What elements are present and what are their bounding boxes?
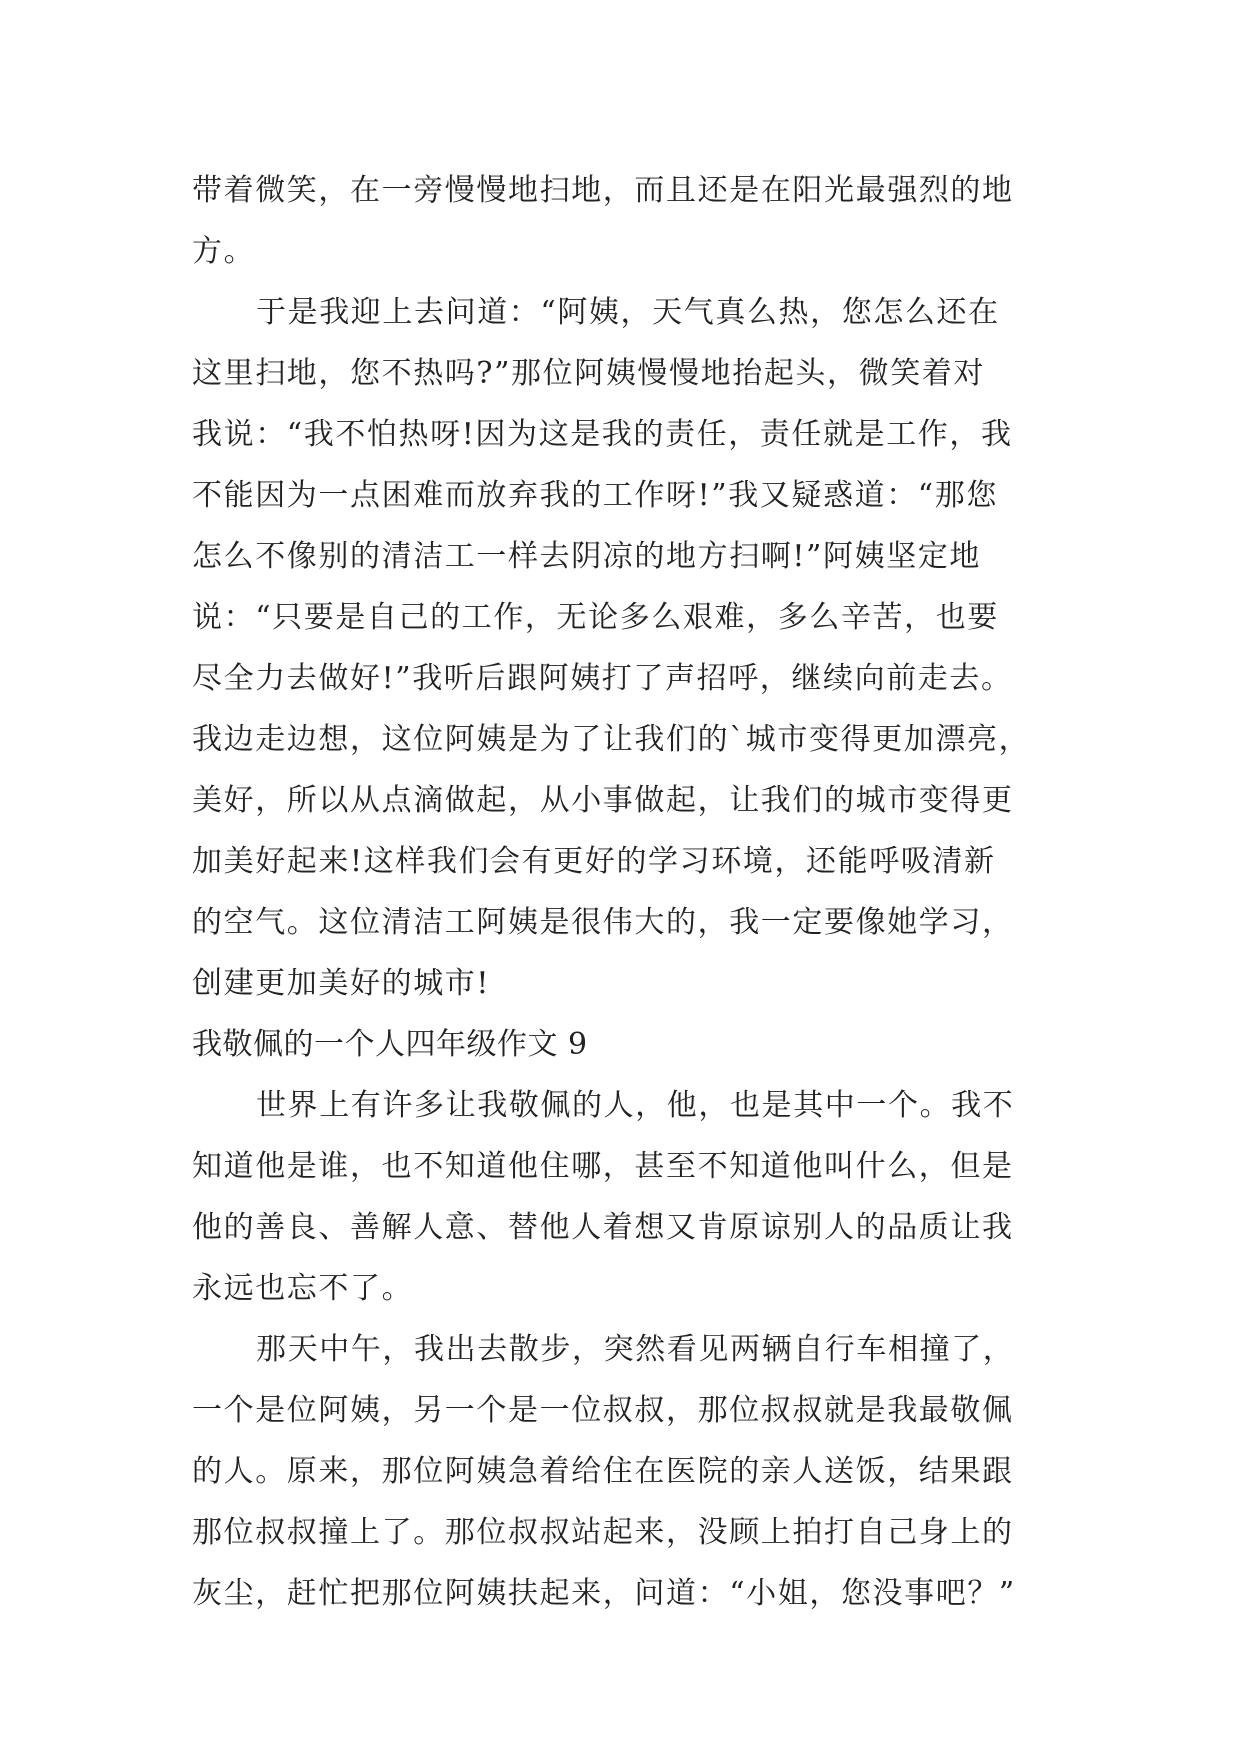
text-line: 不能因为一点困难而放弃我的工作呀!”我又疑惑道：“那您	[192, 478, 998, 513]
text-line: 方。	[192, 234, 256, 269]
text-line: 加美好起来!这样我们会有更好的学习环境，还能呼吸清新	[192, 844, 996, 879]
text-line: 知道他是谁，也不知道他住哪，甚至不知道他叫什么，但是	[192, 1149, 1014, 1184]
text-line: 尽全力去做好!”我听后跟阿姨打了声招呼，继续向前走去。	[192, 661, 1013, 696]
text-line: 创建更加美好的城市!	[192, 966, 491, 1001]
text-line: 这里扫地，您不热吗?”那位阿姨慢慢地抬起头，微笑着对	[192, 356, 986, 391]
text-line: 怎么不像别的清洁工一样去阴凉的地方扫啊!”阿姨坚定地	[192, 539, 981, 574]
text-line: 灰尘，赶忙把那位阿姨扶起来，问道：“小姐，您没事吧？”	[192, 1576, 1016, 1611]
text-line: 美好，所以从点滴做起，从小事做起，让我们的城市变得更	[192, 783, 1014, 818]
text-line: 于是我迎上去问道：“阿姨，天气真么热，您怎么还在	[256, 295, 1000, 330]
text-line: 我边走边想，这位阿姨是为了让我们的`城市变得更加漂亮，	[192, 722, 1031, 757]
document-body	[192, 160, 1058, 1624]
text-line: 说：“只要是自己的工作，无论多么艰难，多么辛苦，也要	[192, 600, 999, 635]
text-line: 世界上有许多让我敬佩的人，他，也是其中一个。我不	[256, 1088, 1015, 1123]
text-line: 我说：“我不怕热呀!因为这是我的责任，责任就是工作，我	[192, 417, 1013, 452]
text-line: 带着微笑，在一旁慢慢地扫地，而且还是在阳光最强烈的地	[192, 173, 1014, 208]
text-line: 的空气。这位清洁工阿姨是很伟大的，我一定要像她学习，	[192, 905, 1014, 940]
section-heading: 我敬佩的一个人四年级作文 9	[192, 1027, 588, 1062]
text-line: 他的善良、善解人意、替他人着想又肯原谅别人的品质让我	[192, 1210, 1014, 1245]
text-line: 那天中午，我出去散步，突然看见两辆自行车相撞了，	[256, 1332, 1015, 1367]
text-line: 那位叔叔撞上了。那位叔叔站起来，没顾上拍打自己身上的	[192, 1515, 1014, 1550]
text-line: 一个是位阿姨，另一个是一位叔叔，那位叔叔就是我最敬佩	[192, 1393, 1014, 1428]
text-line: 永远也忘不了。	[192, 1271, 414, 1306]
text-line: 的人。原来，那位阿姨急着给住在医院的亲人送饭，结果跟	[192, 1454, 1014, 1489]
